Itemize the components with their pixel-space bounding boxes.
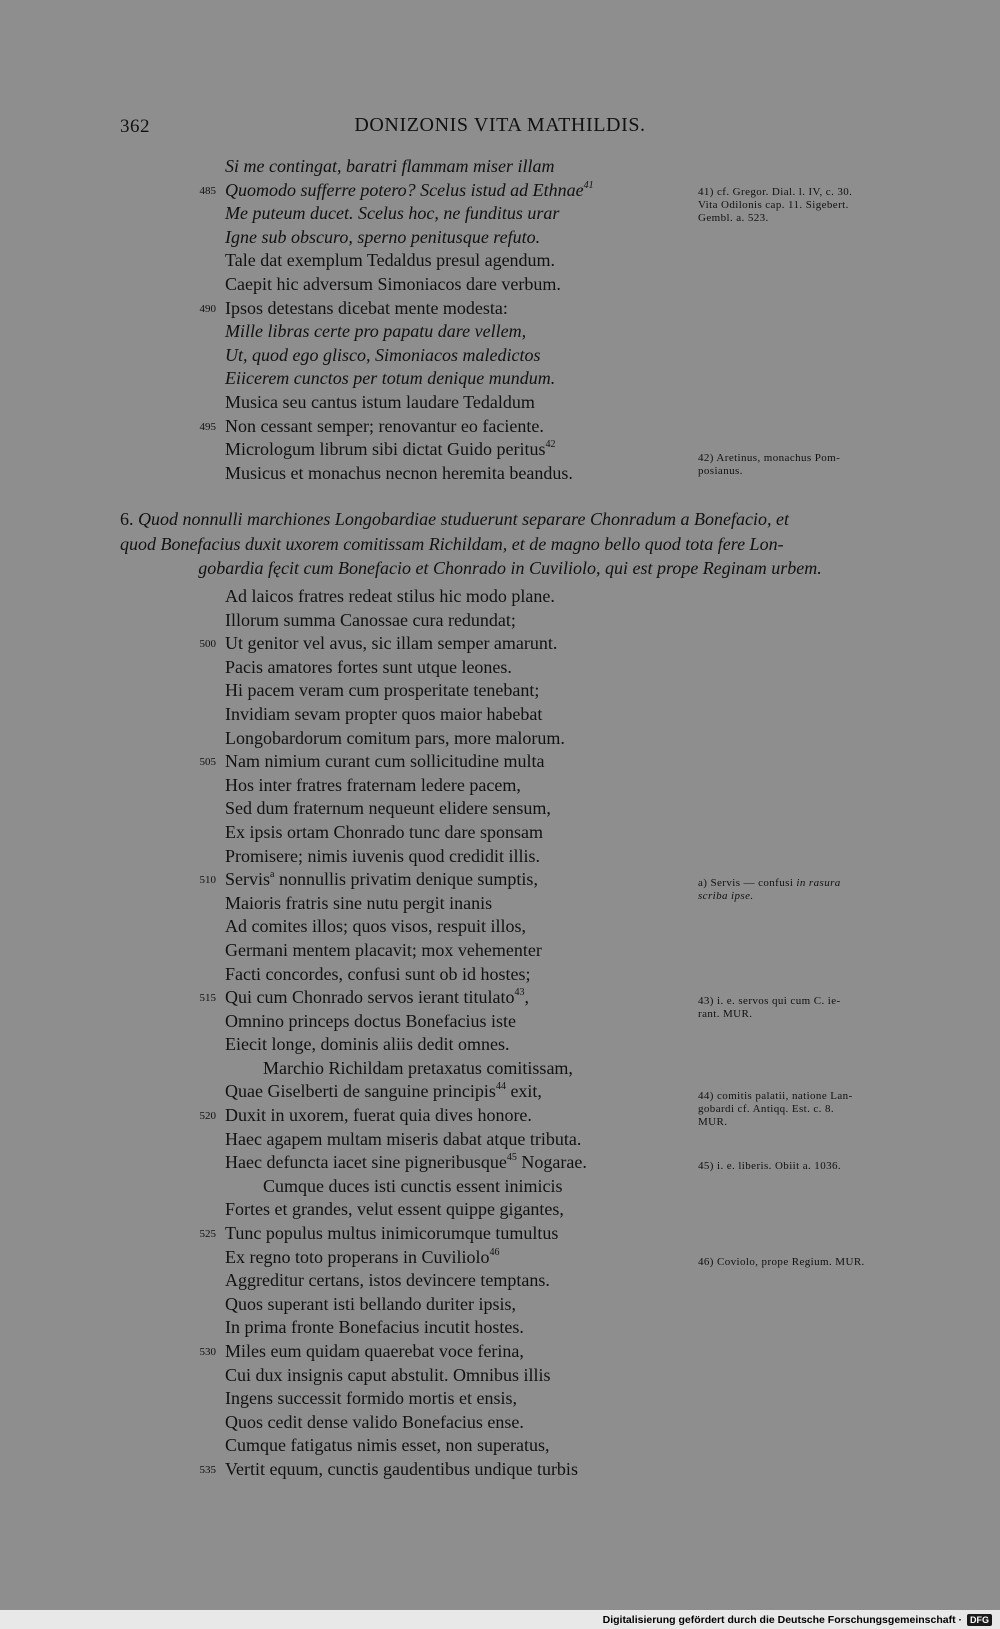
verse-main: Quos superant isti bellando duriter ipsis, [225,1293,516,1314]
verse-line [0,344,700,368]
verse-line [0,1222,700,1246]
verse-text [225,750,544,774]
verse-text [225,1364,551,1388]
verse-rest: Nogarae. [516,1152,587,1173]
verse-text [225,939,542,963]
line-number: 530 [199,1346,216,1358]
verse-line [0,585,700,609]
rubric-line-3 [120,556,900,581]
verse-line [0,1104,700,1128]
verse-line [0,297,700,321]
verse-main: Non cessant semper; renovantur eo faciente. [225,415,544,436]
verse-line [0,845,700,869]
verse-main: Si me contingat, baratri flammam miser illam [225,156,555,176]
line-number: 485 [199,184,216,197]
verse-text [225,868,538,892]
footer [603,1612,992,1628]
verse-text [225,1316,524,1340]
verse-text [225,320,526,344]
verse-text [225,1198,564,1222]
verse-line [0,750,700,774]
note-italic: in rasura [793,877,841,889]
verse-main: Cumque duces isti cunctis essent inimicis [263,1175,563,1196]
verse-main: Facti concordes, confusi sunt ob id hostes; [225,963,531,984]
verse-block-a [0,155,700,485]
verse-line [0,1387,700,1411]
footnote-41 [698,186,903,225]
verse-main: Quae Giselberti de sanguine principis [225,1081,496,1102]
verse-main: Me puteum ducet. Scelus hoc, ne funditus urar [225,203,560,224]
verse-main: Ut genitor vel avus, sic illam semper amarunt. [225,633,558,654]
verse-line [0,1434,700,1458]
footnote-marker: 46 [489,1246,500,1258]
verse-main: Invidiam sevam propter quos maior habebat [225,703,543,724]
verse-main: Musicus et monachus necnon heremita beandus. [225,462,573,483]
verse-text [225,1411,524,1435]
verse-line [0,1364,700,1388]
verse-line [0,679,700,703]
verse-text [225,1340,524,1364]
line-number: 515 [199,992,216,1005]
note-line: 45) i. e. liberis. Obiit a. 1036. [698,1160,842,1172]
verse-main: Ex regno toto properans in Cuviliolo [225,1246,490,1267]
verse-text [225,249,555,273]
verse-line [0,179,700,203]
verse-main: In prima fronte Bonefacius incutit hostes. [225,1317,524,1338]
rubric-text: quod Bonefacius duxit uxorem comitissam Richildam, et de magno bello quod tota fere Lon- [120,533,784,554]
verse-text [225,1269,550,1293]
verse-text [225,845,540,869]
rubric-number: 6. [120,509,134,529]
verse-main: Quos cedit dense valido Bonefacius ense. [225,1411,524,1432]
verse-line [0,1033,700,1057]
verse-main: Promisere; nimis iuvenis quod credidit illis. [225,845,540,866]
verse-main: Ingens successit formido mortis et ensis, [225,1388,517,1409]
verse-line [0,155,700,179]
verse-main: Micrologum librum sibi dictat Guido peritus [225,439,546,460]
verse-text [225,415,544,439]
line-number: 520 [199,1110,216,1123]
footnote-marker: 44 [495,1081,506,1093]
verse-text [225,391,535,415]
verse-main: Haec defuncta iacet sine pigneribusque [225,1152,507,1173]
verse-line [0,249,700,273]
verse-main: Eiicerem cunctos per totum denique mundum. [225,368,556,389]
verse-text [225,1128,581,1152]
note-line: posianus. [698,465,743,477]
line-number: 525 [199,1228,216,1241]
verse-line [0,963,700,987]
footnote-marker: a [270,869,275,881]
footnote-marker: 45 [506,1152,517,1164]
rubric-text: gobardia fęcit cum Bonefacio et Chonrado in Cuviliolo, qui est prope Reginam urbem. [198,558,822,578]
rubric-line-1 [120,507,900,532]
note-line: 46) Coviolo, prope Regium. MUR. [698,1256,865,1268]
line-number: 510 [199,874,216,887]
verse-text [225,774,521,798]
line-number: 490 [199,302,216,315]
verse-text [225,963,530,987]
verse-main: Nam nimium curant cum sollicitudine multa [225,751,545,772]
verse-line [0,415,700,439]
verse-main: Omnino princeps doctus Bonefacius iste [225,1010,516,1031]
verse-text [225,367,555,391]
verse-text [225,1293,516,1317]
verse-line [0,367,700,391]
verse-main: Longobardorum comitum pars, more malorum. [225,727,565,748]
line-number: 500 [199,638,216,651]
verse-text [225,986,529,1010]
verse-text [225,632,557,656]
footnote-46 [698,1256,903,1269]
verse-line [0,202,700,226]
verse-line [0,391,700,415]
verse-main: Igne sub obscuro, sperno penitusque refuto. [225,226,541,247]
footnote-45 [698,1160,903,1173]
verse-text [225,226,540,250]
verse-text [225,727,565,751]
verse-line [0,462,700,486]
verse-text [225,273,561,297]
verse-main: Ipsos detestans dicebat mente modesta: [225,297,508,318]
verse-line [0,632,700,656]
verse-text [225,703,542,727]
verse-line [0,609,700,633]
verse-main: Vertit equum, cunctis gaudentibus undique turbis [225,1458,578,1479]
verse-main: Illorum summa Canossae cura redundat; [225,609,516,630]
verse-text [225,1246,499,1270]
verse-line [0,1128,700,1152]
note-line: MUR. [698,1116,728,1128]
note-line: 44) comitis palatii, natione Lan- [698,1090,853,1102]
footnote-43 [698,995,903,1021]
rubric-line-2 [120,532,900,557]
footer-credit: Digitalisierung gefördert durch die Deutsche Forschungsgemeinschaft · [602,1614,962,1626]
verse-line [0,273,700,297]
verse-main: Cumque fatigatus nimis esset, non superatus, [225,1435,550,1456]
verse-line [0,892,700,916]
verse-main: Sed dum fraternum nequeunt elidere sensum, [225,798,551,819]
verse-main: Ut, quod ego glisco, Simoniacos maledictos [225,344,541,365]
dfg-logo: DFG [967,1614,992,1626]
footnote-44 [698,1090,903,1129]
verse-main: Tunc populus multus inimicorumque tumultus [225,1223,559,1244]
verse-text [225,297,508,321]
verse-text [225,1434,549,1458]
note-line [698,877,903,890]
verse-line [0,1198,700,1222]
footnote-marker: 43 [514,987,525,999]
verse-line [0,1340,700,1364]
verse-text [225,344,540,368]
verse-rest: nonnullis privatim denique sumptis, [274,869,538,890]
verse-line [0,320,700,344]
verse-line [0,1246,700,1270]
note-italic: scriba ipse. [698,890,754,902]
verse-text [263,1057,573,1081]
verse-line [0,438,700,462]
page-header [0,108,1000,142]
verse-text [225,1033,509,1057]
verse-main: Tale dat exemplum Tedaldus presul agendum. [225,250,556,271]
verse-line [0,1293,700,1317]
verse-line [0,1411,700,1435]
footnote-marker: 42 [545,439,556,451]
running-title: DONIZONIS VITA MATHILDIS. [354,114,646,136]
verse-rest: , [524,987,529,1008]
verse-main: Ad comites illos; quos visos, respuit illos, [225,916,527,937]
verse-text [225,1104,532,1128]
verse-block-b [0,585,700,1482]
footnote-marker: 41 [583,179,594,191]
verse-text [225,1222,558,1246]
verse-text [225,462,573,486]
verse-line [0,797,700,821]
verse-line [0,1057,700,1081]
verse-text [225,1010,516,1034]
verse-main: Miles eum quidam quaerebat voce ferina, [225,1341,524,1361]
verse-text [225,179,594,203]
verse-line [0,1458,700,1482]
verse-line [0,1151,700,1175]
verse-main: Germani mentem placavit; mox vehementer [225,939,542,960]
verse-main: Haec agapem multam miseris dabat atque tributa. [225,1128,582,1149]
verse-line [0,868,700,892]
verse-line [0,226,700,250]
verse-main: Duxit in uxorem, fuerat quia dives honore. [225,1105,532,1126]
verse-main: Pacis amatores fortes sunt utque leones. [225,656,512,677]
verse-main: Qui cum Chonrado servos ierant titulato [225,987,515,1008]
note-text: a) Servis — confusi [698,877,794,889]
verse-line [0,656,700,680]
note-line: gobardi cf. Antiqq. Est. c. 8. [698,1103,835,1115]
verse-main: Musica seu cantus istum laudare Tedaldum [225,391,535,412]
verse-line [0,821,700,845]
verse-text [263,1175,562,1199]
verse-text [225,202,559,226]
line-number: 495 [199,420,216,433]
verse-text [225,821,543,845]
verse-text [225,1080,542,1104]
note-line: 43) i. e. servos qui cum C. ie- [698,995,841,1007]
note-line: Vita Odilonis cap. 11. Sigebert. [698,199,849,211]
verse-main: Aggreditur certans, istos devincere temptans. [225,1270,550,1291]
note-line: 41) cf. Gregor. Dial. l. IV, c. 30. [698,186,853,198]
note-line: Gembl. a. 523. [698,212,769,224]
verse-text [225,1458,578,1482]
verse-line [0,1175,700,1199]
verse-rest: exit, [505,1081,542,1102]
verse-text [225,438,555,462]
verse-text [225,679,539,703]
verse-line [0,727,700,751]
note-line: 42) Aretinus, monachus Pom- [698,452,841,464]
verse-line [0,915,700,939]
verse-main: Cui dux insignis caput abstulit. Omnibus illis [225,1364,551,1385]
verse-main: Caepit hic adversum Simoniacos dare verbum. [225,273,561,294]
verse-main: Marchio Richildam pretaxatus comitissam, [263,1057,573,1078]
verse-text [225,892,492,916]
verse-text [225,1387,517,1411]
rubric-text: Quod nonnulli marchiones Longobardiae studuerunt separare Chonradum a Bonefacio, et [138,509,789,529]
line-number: 535 [199,1463,216,1476]
verse-main: Maioris fratris sine nutu pergit inanis [225,892,493,913]
verse-line [0,774,700,798]
verse-text [225,656,512,680]
footnote-42 [698,452,903,478]
verse-main: Hos inter fratres fraternam ledere pacem, [225,774,521,795]
verse-text [225,585,555,609]
verse-main: Quomodo sufferre potero? Scelus istud ad Ethnae [225,179,584,200]
verse-text [225,915,526,939]
verse-main: Ex ipsis ortam Chonrado tunc dare sponsam [225,821,543,842]
line-number: 505 [199,756,216,769]
chapter-rubric [120,507,900,581]
verse-main: Ad laicos fratres redeat stilus hic modo plane. [225,586,555,606]
verse-line [0,1316,700,1340]
verse-main: Hi pacem veram cum prosperitate tenebant; [225,680,540,701]
verse-main: Eiecit longe, dominis aliis dedit omnes. [225,1034,510,1055]
note-line [698,890,903,903]
verse-line [0,1269,700,1293]
verse-line [0,1080,700,1104]
note-line: rant. MUR. [698,1008,753,1020]
verse-text [225,1151,587,1175]
verse-text [225,155,555,179]
verse-main: Servis [225,869,270,890]
verse-main: Mille libras certe pro papatu dare vellem, [225,321,527,342]
footnote-a [698,877,903,903]
verse-line [0,939,700,963]
verse-text [225,797,551,821]
verse-line [0,703,700,727]
verse-line [0,1010,700,1034]
verse-line [0,986,700,1010]
verse-main: Fortes et grandes, velut essent quippe gigantes, [225,1199,564,1220]
verse-text [225,609,516,633]
page-number: 362 [120,116,150,137]
